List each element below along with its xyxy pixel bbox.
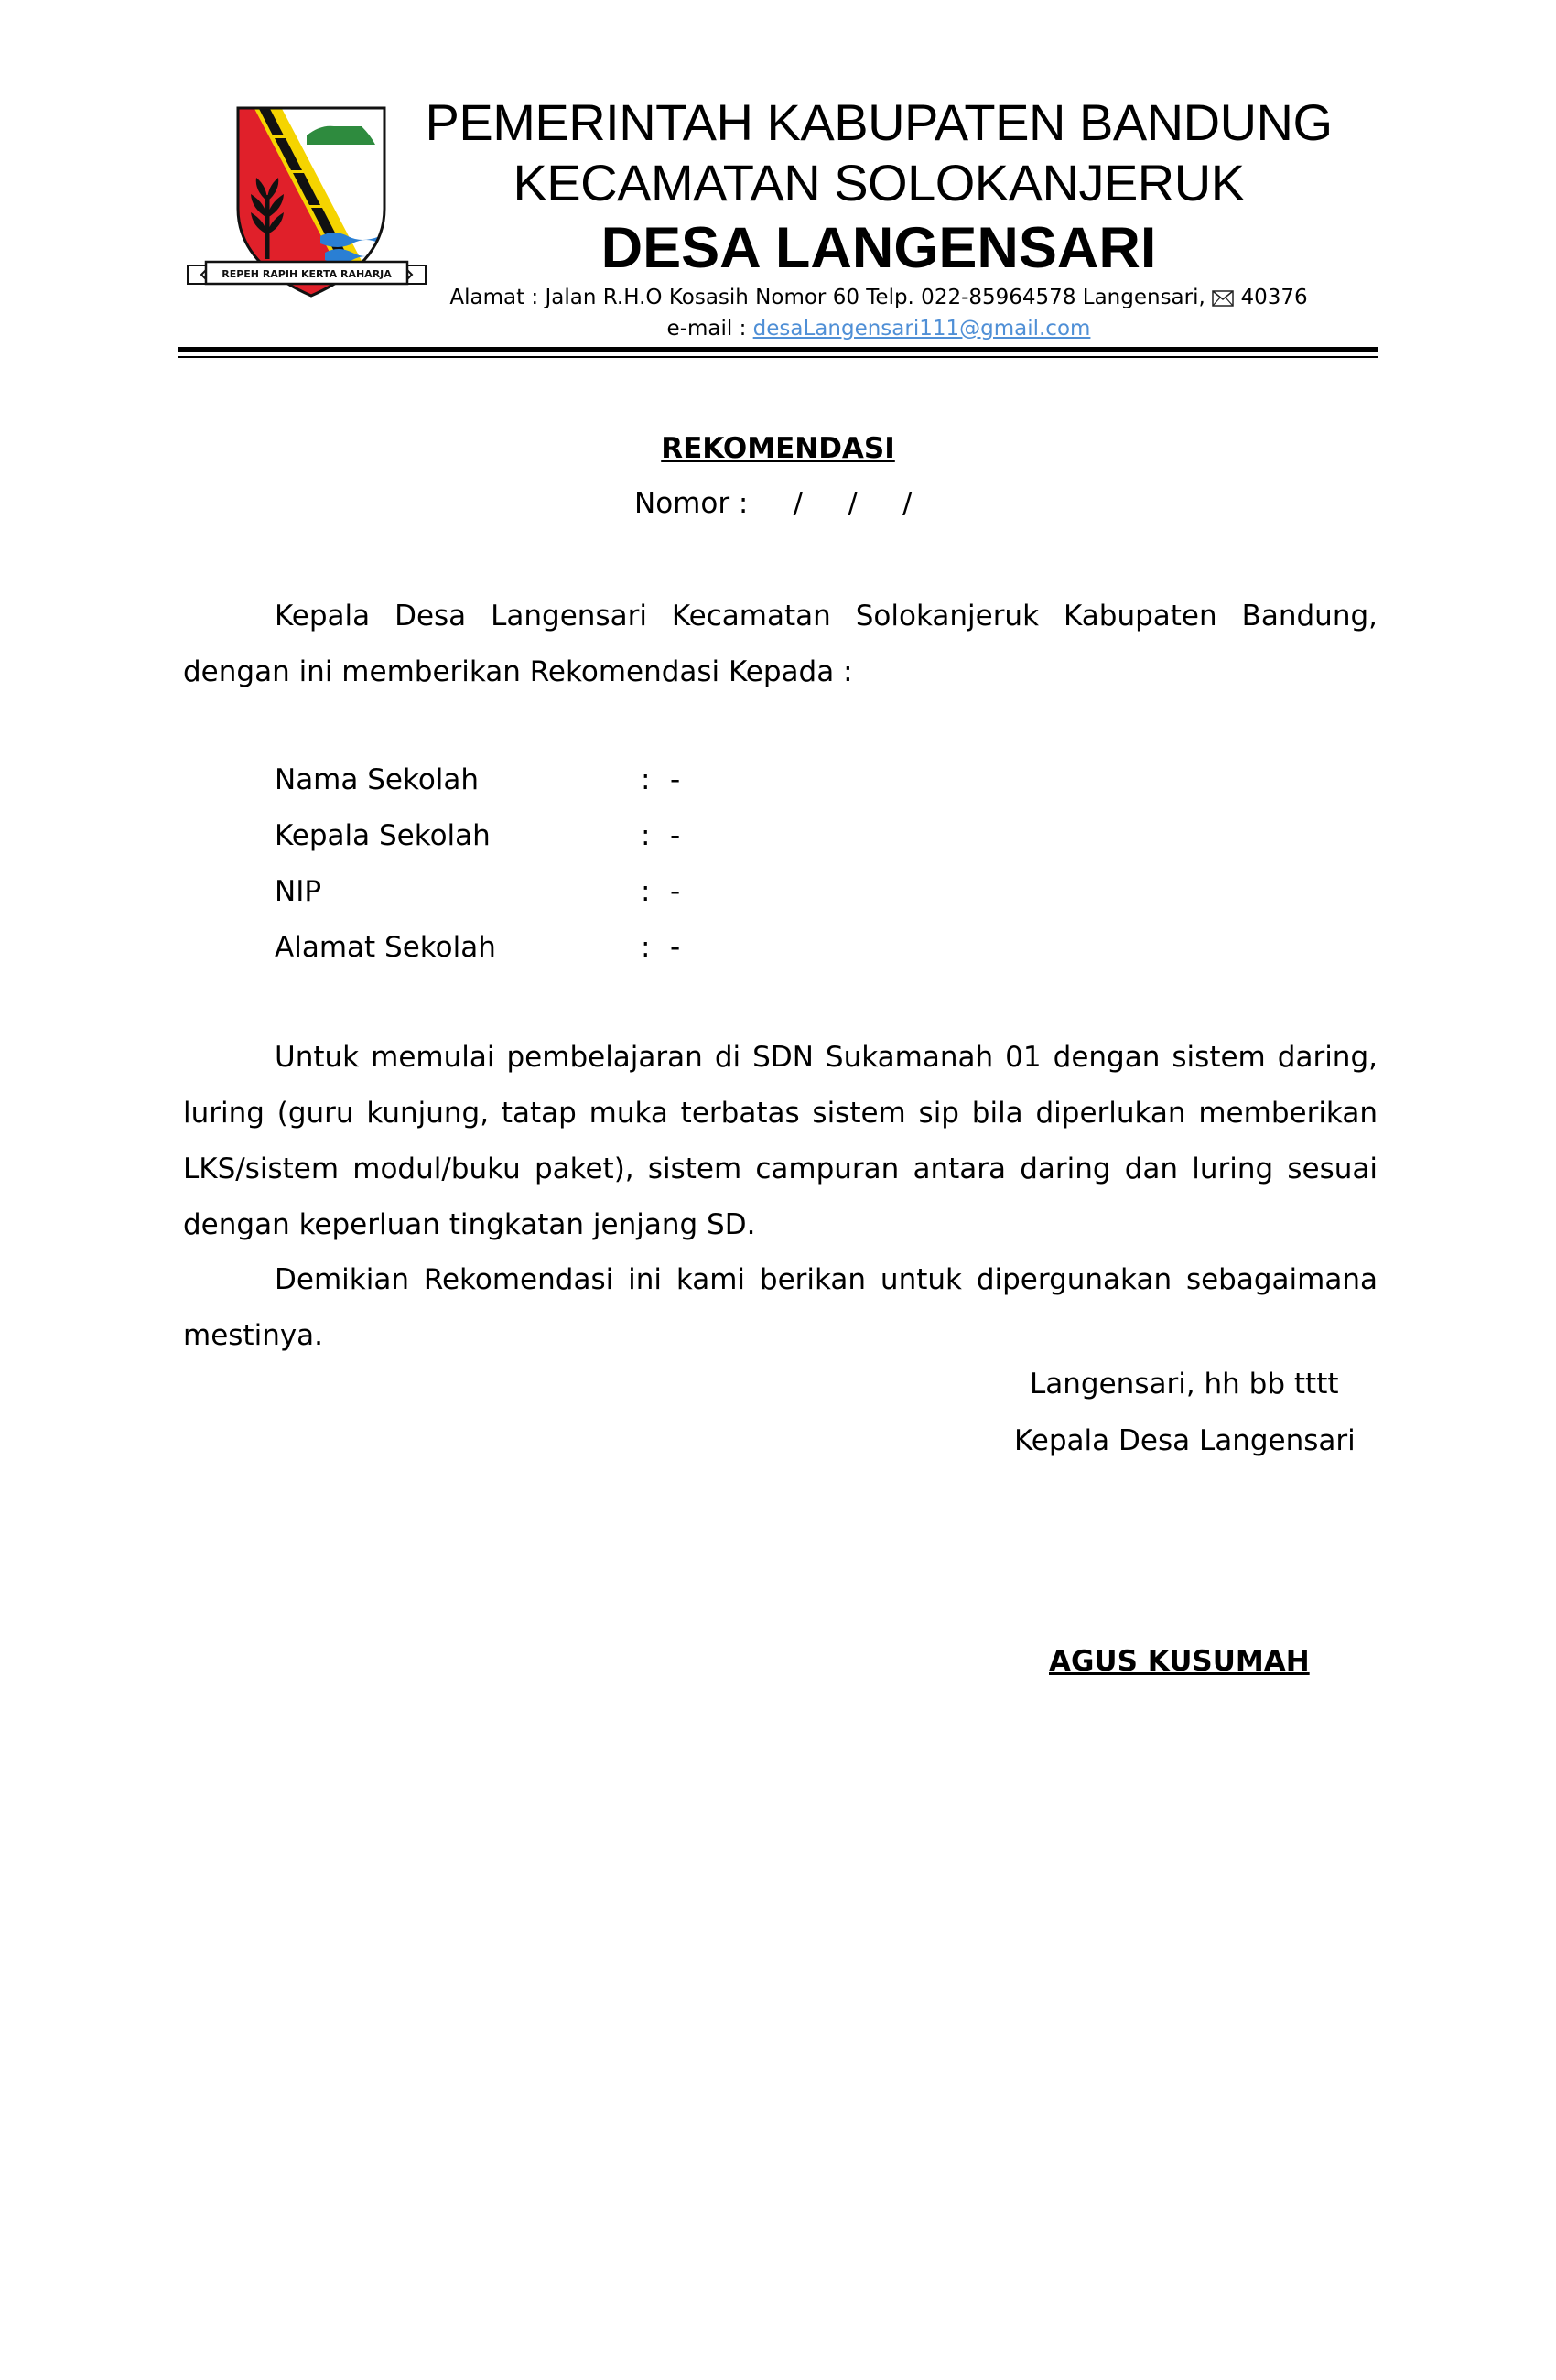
field-label: Kepala Sekolah xyxy=(275,819,491,852)
letterhead-address xyxy=(403,284,1355,311)
letter-closing-paragraph: Demikian Rekomendasi ini kami berikan untuk dipergunakan sebagaimana mestinya. xyxy=(183,1263,1378,1352)
letterhead-village: DESA LANGENSARI xyxy=(600,216,1157,280)
letterhead-government: PEMERINTAH KABUPATEN BANDUNG xyxy=(425,93,1333,151)
kabupaten-bandung-crest-logo xyxy=(183,99,430,305)
address-text: Alamat : Jalan R.H.O Kosasih Nomor 60 Telp. 022-85964578 Langensari, xyxy=(449,286,1205,309)
letter-number: Nomor : / / / xyxy=(634,487,913,520)
field-row-nip xyxy=(275,864,824,920)
field-separator: : xyxy=(641,819,651,852)
field-label: NIP xyxy=(275,875,322,908)
email-label: e-mail : xyxy=(666,317,753,341)
letterhead-divider-thin xyxy=(178,356,1378,358)
signature-role: Kepala Desa Langensari xyxy=(1014,1424,1356,1457)
letterhead-divider-thick xyxy=(178,347,1378,352)
field-label: Nama Sekolah xyxy=(275,763,480,796)
field-value: - xyxy=(670,819,681,852)
field-value: - xyxy=(670,931,681,964)
envelope-icon xyxy=(1212,290,1234,307)
crest-motto: REPEH RAPIH KERTA RAHARJA xyxy=(222,268,392,280)
letter-body-paragraph: Untuk memulai pembelajaran di SDN Sukamanah 01 dengan sistem daring, luring (guru kunjung, tatap muka terbatas sistem sip bila diperlukan memberikan LKS/sistem modul/buku paket), sistem campuran antara daring dan luring sesuai dengan keperluan tingkatan jenjang SD. xyxy=(183,1041,1378,1241)
field-value: - xyxy=(670,763,681,796)
letterhead-district: KECAMATAN SOLOKANJERUK xyxy=(513,154,1245,211)
field-separator: : xyxy=(641,931,651,964)
field-row-school-name xyxy=(275,752,824,808)
signature-place-date: Langensari, hh bb tttt xyxy=(1030,1368,1339,1401)
field-separator: : xyxy=(641,763,651,796)
email-link[interactable]: desaLangensari111@gmail.com xyxy=(752,317,1091,341)
field-row-school-address xyxy=(275,920,824,976)
field-label: Alamat Sekolah xyxy=(275,931,496,964)
field-row-principal xyxy=(275,808,824,864)
field-value: - xyxy=(670,875,681,908)
letterhead-email-line xyxy=(403,315,1355,342)
signature-name: AGUS KUSUMAH xyxy=(1049,1645,1310,1678)
letter-intro-paragraph: Kepala Desa Langensari Kecamatan Solokanjeruk Kabupaten Bandung, dengan ini memberikan Rekomendasi Kepada : xyxy=(183,600,1378,688)
postal-code: 40376 xyxy=(1240,286,1308,309)
letter-title: REKOMENDASI xyxy=(661,432,895,465)
recipient-fields xyxy=(275,752,824,976)
field-separator: : xyxy=(641,875,651,908)
